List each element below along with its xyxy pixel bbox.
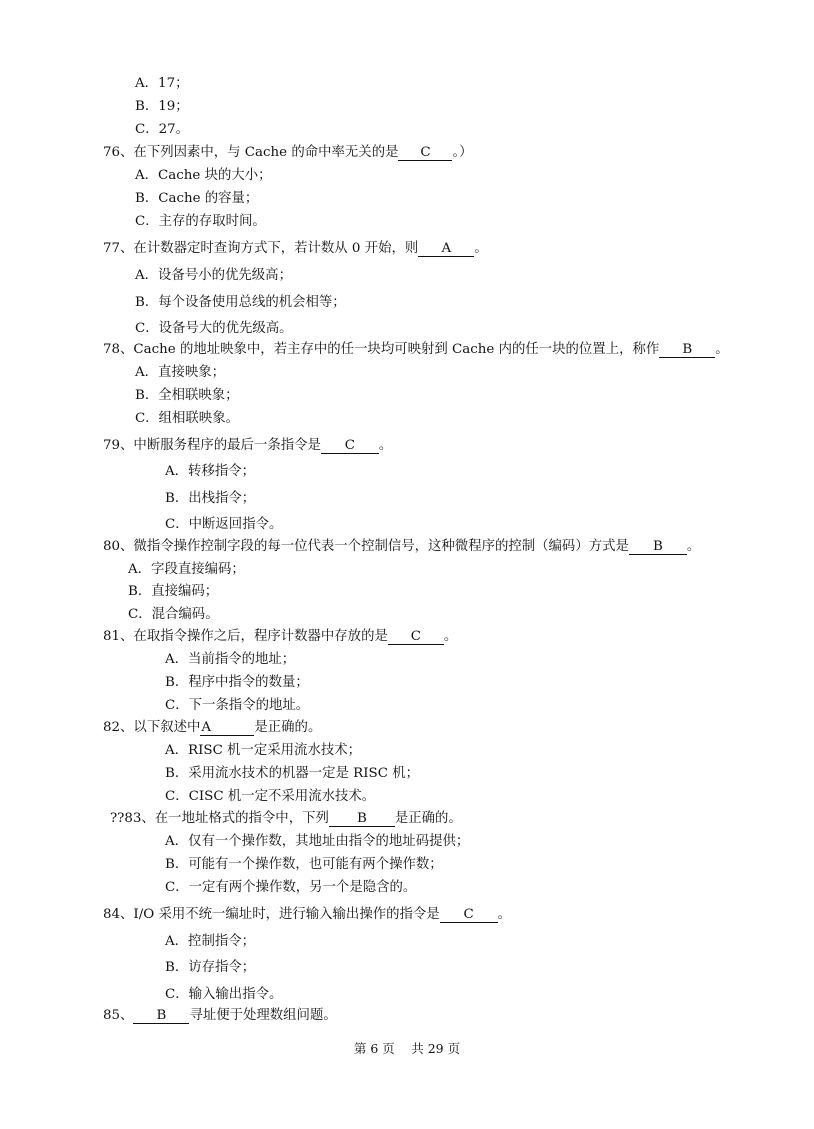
question-suffix: 。 xyxy=(715,342,729,357)
option-a: A．17； xyxy=(135,76,189,91)
page-footer: 第 6 页 共 29 页 xyxy=(353,1041,461,1056)
answer-blank: B xyxy=(133,1008,189,1024)
option-c: C．输入输出指令。 xyxy=(165,987,283,1002)
option-a: A．转移指令； xyxy=(165,464,256,479)
option-b: B．程序中指令的数量； xyxy=(165,675,309,690)
option-a: A．字段直接编码； xyxy=(128,562,245,577)
answer-blank: B xyxy=(629,539,687,555)
option-c: C．一定有两个操作数，另一个是隐含的。 xyxy=(165,880,417,895)
question-suffix: 。 xyxy=(686,539,701,554)
question-77 xyxy=(103,240,488,258)
question-text: 77、在计数器定时查询方式下，若计数从 0 开始，则 xyxy=(103,241,419,256)
question-suffix: 。 xyxy=(443,629,458,644)
question-85 xyxy=(103,1007,337,1025)
question-text: 85、 xyxy=(103,1008,134,1023)
answer-blank: B xyxy=(329,811,395,827)
answer-blank: C xyxy=(440,907,498,923)
question-text: 84、I/O 采用不统一编址时，进行输入输出操作的指令是 xyxy=(103,907,440,922)
option-a: A．直接映象； xyxy=(135,365,226,380)
question-text: 82、以下叙述中 xyxy=(103,720,201,735)
option-b: B．访存指令； xyxy=(165,960,256,975)
option-b: B．Cache 的容量； xyxy=(135,191,259,206)
option-b: B．可能有一个操作数，也可能有两个操作数； xyxy=(165,857,443,872)
answer-blank: A xyxy=(418,241,474,257)
option-a: A．控制指令； xyxy=(165,934,256,949)
option-a: A．当前指令的地址； xyxy=(165,652,296,667)
question-text: 80、微指令操作控制字段的每一位代表一个控制信号，这种微程序的控制（编码）方式是 xyxy=(103,539,629,554)
option-b: B．出栈指令； xyxy=(165,491,256,506)
answer-blank: C xyxy=(398,145,452,161)
answer-blank: A xyxy=(200,720,254,736)
option-c: C．主存的存取时间。 xyxy=(135,214,266,229)
question-text: 81、在取指令操作之后，程序计数器中存放的是 xyxy=(103,629,388,644)
question-80 xyxy=(103,538,700,556)
question-suffix: 寻址便于处理数组问题。 xyxy=(189,1008,337,1023)
answer-blank: B xyxy=(659,342,715,358)
question-84 xyxy=(103,906,511,924)
option-c: C．27。 xyxy=(135,122,190,137)
answer-blank: C xyxy=(388,629,444,645)
option-b: B．全相联映象； xyxy=(135,388,239,403)
question-suffix: 是正确的。 xyxy=(254,720,322,735)
question-suffix: 。 xyxy=(497,907,512,922)
question-79 xyxy=(103,437,392,455)
question-suffix: 是正确的。 xyxy=(394,811,462,826)
option-b: B．采用流水技术的机器一定是 RISC 机； xyxy=(165,766,420,781)
option-a: A．RISC 机一定采用流水技术； xyxy=(165,743,362,758)
option-a: A．Cache 块的大小； xyxy=(135,168,272,183)
question-suffix: 。 xyxy=(378,438,393,453)
question-suffix: 。） xyxy=(452,145,473,160)
question-78 xyxy=(103,341,729,359)
option-c: C．下一条指令的地址。 xyxy=(165,698,310,713)
question-82 xyxy=(103,719,321,737)
question-text: 76、在下列因素中，与 Cache 的命中率无关的是 xyxy=(103,145,399,160)
question-text: 78、Cache 的地址映象中，若主存中的任一块均可映射到 Cache 内的任一块的位置上，称作 xyxy=(103,342,660,357)
option-c: C．CISC 机一定不采用流水技术。 xyxy=(165,789,376,804)
question-suffix: 。 xyxy=(474,241,488,256)
option-b: B．19； xyxy=(135,99,189,114)
question-text: 79、中断服务程序的最后一条指令是 xyxy=(103,438,321,453)
answer-blank: C xyxy=(321,438,379,454)
question-81 xyxy=(103,628,457,646)
option-b: B．每个设备使用总线的机会相等； xyxy=(135,295,346,310)
option-c: C．中断返回指令。 xyxy=(165,517,283,532)
option-a: A．设备号小的优先级高； xyxy=(135,268,292,283)
option-b: B．直接编码； xyxy=(128,584,219,599)
option-c: C．设备号大的优先级高。 xyxy=(135,321,293,336)
option-c: C．组相联映象。 xyxy=(135,411,239,426)
question-83 xyxy=(110,810,462,828)
option-c: C．混合编码。 xyxy=(128,607,219,622)
question-text: ??83、在一地址格式的指令中，下列 xyxy=(110,811,329,826)
question-76 xyxy=(103,144,473,162)
option-a: A．仅有一个操作数，其地址由指令的地址码提供； xyxy=(165,834,470,849)
